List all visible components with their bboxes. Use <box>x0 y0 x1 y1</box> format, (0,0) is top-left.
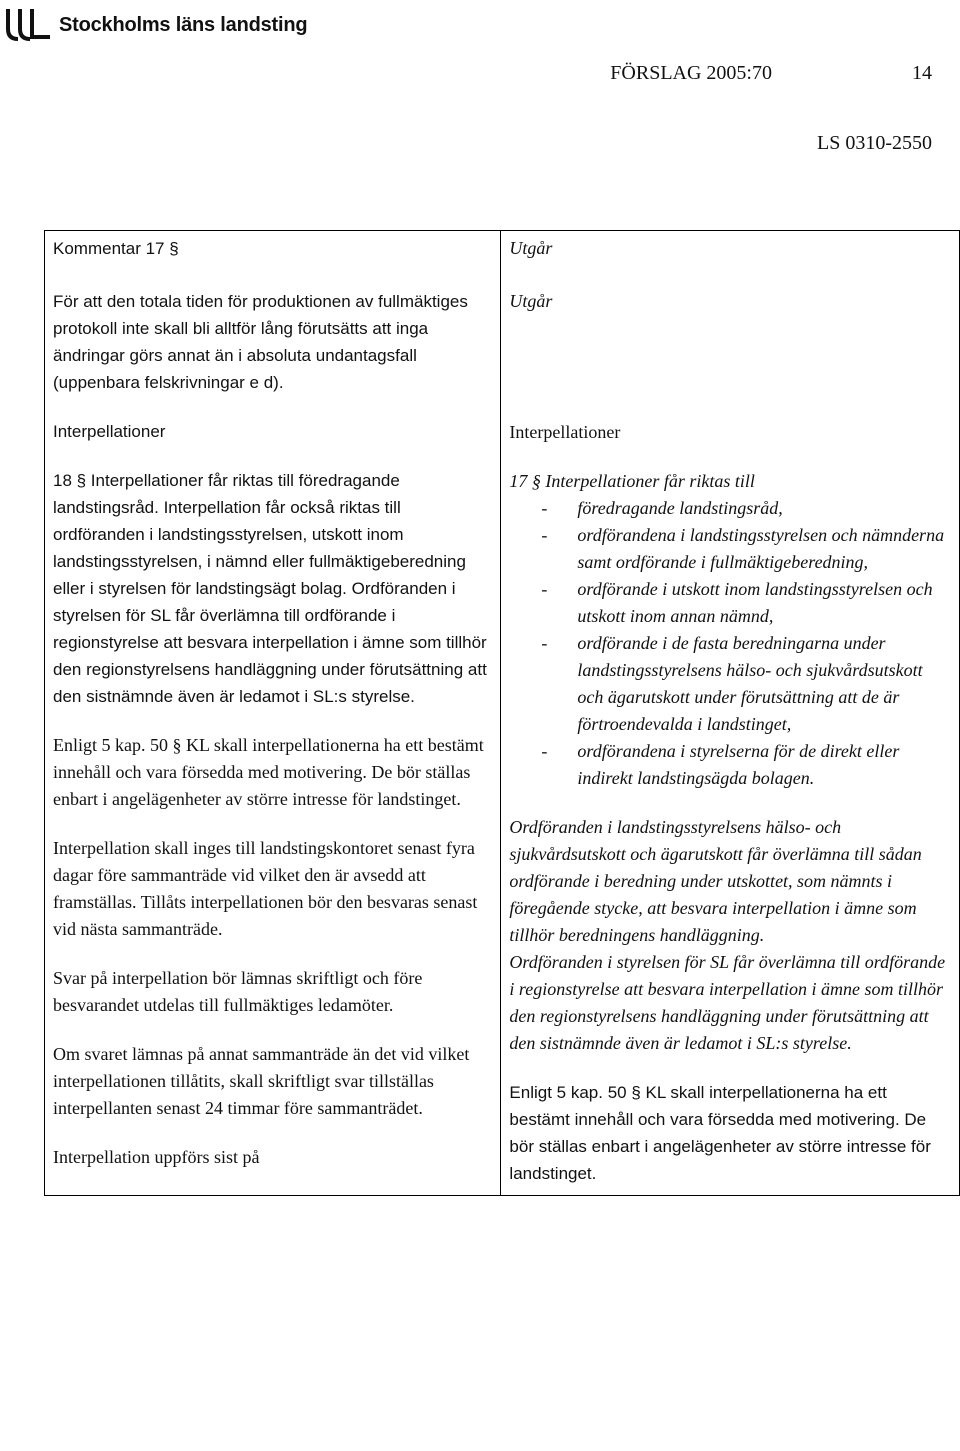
left-paragraph-svar: Svar på interpellation bör lämnas skriftligt och före besvarandet utdelas till fullmäktiges ledamöter. <box>53 968 423 1015</box>
bullet-list <box>509 495 951 792</box>
list-item: - ordförandena i landstingsstyrelsen och nämnderna samt ordförande i fullmäktigeberedning, <box>509 522 951 576</box>
list-item: - föredragande landstingsråd, <box>509 495 951 522</box>
landsting-logo-icon <box>4 7 54 43</box>
left-column <box>45 231 501 1196</box>
list-item: - ordförande i de fasta beredningarna under landstingsstyrelsens hälso- och sjukvårdsutskott och ägarutskott under förutsättning att de är förtroendevalda i landstinget, <box>509 630 951 738</box>
left-paragraph-annat: Om svaret lämnas på annat sammanträde än det vid vilket interpellationen tillåtits, skall skriftligt svar tillställas interpellanten senast 24 timmar före sammanträdet. <box>53 1044 470 1118</box>
comparison-table <box>44 230 960 1196</box>
page-number: 14 <box>912 62 932 84</box>
proposal-number: FÖRSLAG 2005:70 <box>610 62 772 84</box>
right-paragraph-17-intro: 17 § Interpellationer får riktas till <box>509 471 755 491</box>
left-section-heading: Interpellationer <box>53 422 166 441</box>
list-item: - ordförandena i styrelserna för de direkt eller indirekt landstingsägda bolagen. <box>509 738 951 792</box>
right-paragraph-kap: Enligt 5 kap. 50 § KL skall interpellationerna ha ett bestämt innehåll och vara försedda med motivering. De bör ställas enbart i angelägenheter av större intresse för landstinget. <box>509 1083 931 1183</box>
document-header <box>610 62 932 85</box>
left-paragraph-kap: Enligt 5 kap. 50 § KL skall interpellationerna ha ett bestämt innehåll och vara försedda med motivering. De bör ställas enbart i angelägenheter av större intresse för landstinget. <box>53 735 484 809</box>
comment-text: För att den totala tiden för produktionen av fullmäktiges protokoll inte skall bli alltför lång förutsätts att inga ändringar görs annat än i absoluta undantagsfall (uppenbara felskrivningar e d). <box>53 292 468 392</box>
logo-text: Stockholms läns landsting <box>59 13 308 36</box>
left-paragraph-last: Interpellation uppförs sist på <box>53 1147 260 1167</box>
right-column <box>501 231 960 1196</box>
right-paragraph-ordf-1: Ordföranden i landstingsstyrelsens hälso- och sjukvårdsutskott och ägarutskott får överlämna till sådan ordförande i beredning under utskottet, som nämnts i föregående stycke, att besvara interpellation i ämne som tillhör beredningens handläggning. <box>509 817 922 945</box>
logo <box>4 6 307 44</box>
left-paragraph-18: 18 § Interpellationer får riktas till föredragande landstingsråd. Interpellation får också riktas till ordföranden i landstingsstyrelsen, utskott inom landstingsstyrelsen, i nämnd eller fullmäktigeberedning eller i styrelsen för landstingsägt bolag. Ordföranden i styrelsen för SL får överlämna till ordförande i regionstyrelse att besvara interpellation i ämne som tillhör den regionstyrelsens handläggning under förutsättning att den sistnämnde även är ledamot i SL:s styrelse. <box>53 471 487 706</box>
right-section-heading: Interpellationer <box>509 422 621 442</box>
utgar-second: Utgår <box>509 291 553 311</box>
utgar-first: Utgår <box>509 238 553 258</box>
comment-heading: Kommentar 17 § <box>53 239 179 258</box>
reference-number: LS 0310-2550 <box>817 132 932 154</box>
right-paragraph-ordf-2: Ordföranden i styrelsen för SL får överlämna till ordförande i regionstyrelse att besvara interpellation i ämne som tillhör den regionstyrelsens handläggning under förutsättning att den sistnämnde även är ledamot i SL:s styrelse. <box>509 952 946 1053</box>
left-paragraph-inges: Interpellation skall inges till landstingskontoret senast fyra dagar före sammanträde vid vilket den är avsedd att framställas. Tillåts interpellationen bör den besvaras senast vid nästa sammanträde. <box>53 838 478 939</box>
list-item: - ordförande i utskott inom landstingsstyrelsen och utskott inom annan nämnd, <box>509 576 951 630</box>
table-row <box>45 231 960 1196</box>
